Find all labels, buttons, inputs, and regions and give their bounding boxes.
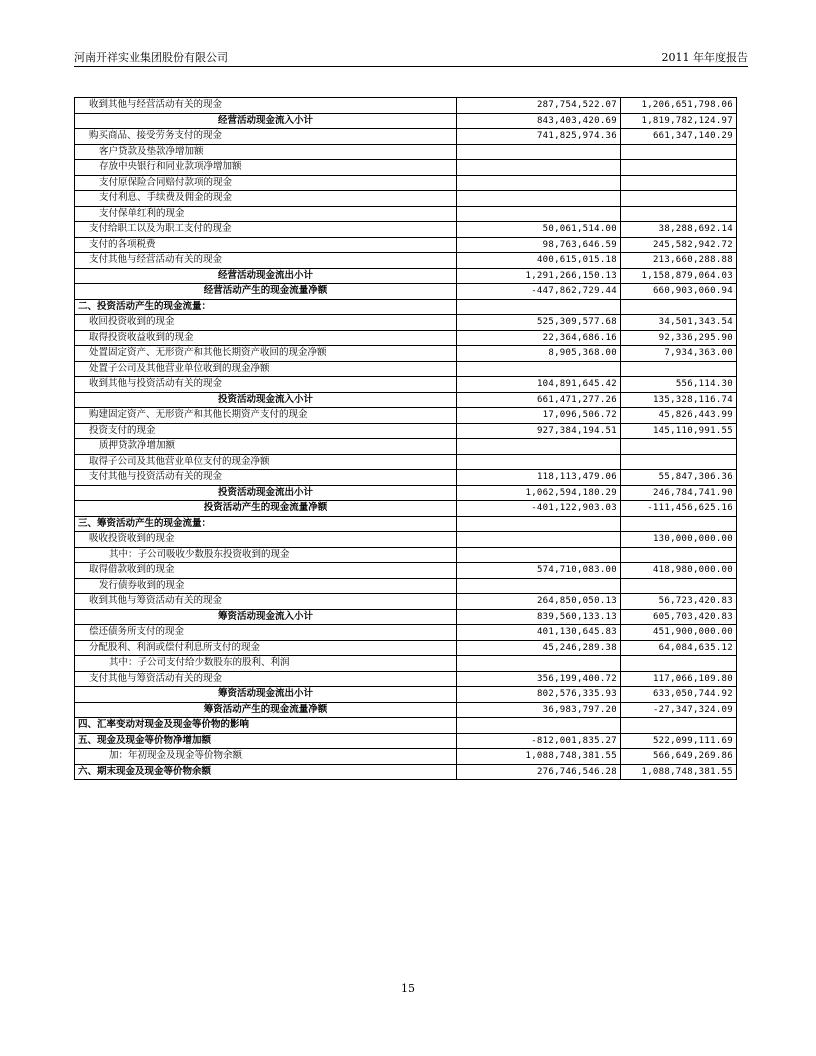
current-year-amount: [457, 547, 621, 563]
current-year-amount: [457, 206, 621, 222]
row-label: 质押贷款净增加额: [75, 439, 457, 455]
prior-year-amount: 660,903,060.94: [621, 284, 737, 300]
prior-year-amount: 135,328,116.74: [621, 392, 737, 408]
prior-year-amount: 1,088,748,381.55: [621, 764, 737, 780]
table-row: [75, 578, 737, 594]
prior-year-amount: [621, 206, 737, 222]
table-row: [75, 175, 737, 191]
table-row: [75, 423, 737, 439]
current-year-amount: [457, 299, 621, 315]
row-label: 吸收投资收到的现金: [75, 532, 457, 548]
current-year-amount: [457, 439, 621, 455]
row-label: 支付原保险合同赔付款项的现金: [75, 175, 457, 191]
current-year-amount: 574,710,083.00: [457, 563, 621, 579]
section-row: [75, 299, 737, 315]
prior-year-amount: 661,347,140.29: [621, 129, 737, 145]
current-year-amount: [457, 516, 621, 532]
row-label: 二、投资活动产生的现金流量：: [75, 299, 457, 315]
current-year-amount: 1,062,594,180.29: [457, 485, 621, 501]
prior-year-amount: -27,347,324.09: [621, 702, 737, 718]
prior-year-amount: [621, 718, 737, 734]
row-label: 投资活动现金流入小计: [75, 392, 457, 408]
prior-year-amount: [621, 175, 737, 191]
table-row: [75, 330, 737, 346]
row-label: 购建固定资产、无形资产和其他长期资产支付的现金: [75, 408, 457, 424]
current-year-amount: [457, 160, 621, 176]
current-year-amount: 50,061,514.00: [457, 222, 621, 238]
table-row: [75, 144, 737, 160]
table-row: [75, 315, 737, 331]
prior-year-amount: 633,050,744.92: [621, 687, 737, 703]
row-label: 支付利息、手续费及佣金的现金: [75, 191, 457, 207]
current-year-amount: 36,983,797.20: [457, 702, 621, 718]
prior-year-amount: 418,980,000.00: [621, 563, 737, 579]
prior-year-amount: 246,784,741.90: [621, 485, 737, 501]
prior-year-amount: 451,900,000.00: [621, 625, 737, 641]
current-year-amount: [457, 191, 621, 207]
prior-year-amount: [621, 547, 737, 563]
row-label: 发行债券收到的现金: [75, 578, 457, 594]
prior-year-amount: 1,819,782,124.97: [621, 113, 737, 129]
table-row: [75, 656, 737, 672]
prior-year-amount: 245,582,942.72: [621, 237, 737, 253]
current-year-amount: -401,122,903.03: [457, 501, 621, 517]
table-row: [75, 671, 737, 687]
subtotal-row: [75, 501, 737, 517]
table-row: [75, 237, 737, 253]
current-year-amount: [457, 718, 621, 734]
cash-flow-table: [74, 97, 737, 780]
row-label: 支付保单红利的现金: [75, 206, 457, 222]
prior-year-amount: 1,158,879,064.03: [621, 268, 737, 284]
row-label: 支付给职工以及为职工支付的现金: [75, 222, 457, 238]
company-name: 河南开祥实业集团股份有限公司: [74, 51, 228, 64]
prior-year-amount: [621, 516, 737, 532]
current-year-amount: 741,825,974.36: [457, 129, 621, 145]
current-year-amount: 927,384,194.51: [457, 423, 621, 439]
prior-year-amount: 45,826,443.99: [621, 408, 737, 424]
report-title: 2011 年年度报告: [661, 51, 748, 64]
table-row: [75, 532, 737, 548]
prior-year-amount: 605,703,420.83: [621, 609, 737, 625]
row-label: 取得投资收益收到的现金: [75, 330, 457, 346]
current-year-amount: 400,615,015.18: [457, 253, 621, 269]
current-year-amount: 8,905,368.00: [457, 346, 621, 362]
row-label: 收到其他与筹资活动有关的现金: [75, 594, 457, 610]
row-label: 筹资活动产生的现金流量净额: [75, 702, 457, 718]
row-label: 偿还债务所支付的现金: [75, 625, 457, 641]
table-row: [75, 206, 737, 222]
prior-year-amount: 34,501,343.54: [621, 315, 737, 331]
row-label: 投资活动现金流出小计: [75, 485, 457, 501]
current-year-amount: [457, 144, 621, 160]
prior-year-amount: 213,660,288.88: [621, 253, 737, 269]
section-row: [75, 516, 737, 532]
row-label: 购买商品、接受劳务支付的现金: [75, 129, 457, 145]
table-row: [75, 160, 737, 176]
prior-year-amount: [621, 144, 737, 160]
prior-year-amount: [621, 361, 737, 377]
current-year-amount: [457, 175, 621, 191]
current-year-amount: 839,560,133.13: [457, 609, 621, 625]
row-label: 取得借款收到的现金: [75, 563, 457, 579]
current-year-amount: 118,113,479.06: [457, 470, 621, 486]
page-header: [74, 50, 748, 66]
table-row: [75, 408, 737, 424]
subtotal-row: [75, 687, 737, 703]
prior-year-amount: 130,000,000.00: [621, 532, 737, 548]
subtotal-row: [75, 485, 737, 501]
prior-year-amount: 92,336,295.90: [621, 330, 737, 346]
prior-year-amount: 556,114.30: [621, 377, 737, 393]
prior-year-amount: 7,934,363.00: [621, 346, 737, 362]
table-row: [75, 129, 737, 145]
row-label: 经营活动现金流出小计: [75, 268, 457, 284]
current-year-amount: [457, 578, 621, 594]
row-label: 收回投资收到的现金: [75, 315, 457, 331]
row-label: 分配股利、利润或偿付利息所支付的现金: [75, 640, 457, 656]
table-row: [75, 749, 737, 765]
row-label: 加：年初现金及现金等价物余额: [75, 749, 457, 765]
table-row: [75, 563, 737, 579]
table-row: [75, 547, 737, 563]
prior-year-amount: [621, 299, 737, 315]
current-year-amount: 843,403,420.69: [457, 113, 621, 129]
current-year-amount: 287,754,522.07: [457, 98, 621, 114]
subtotal-row: [75, 284, 737, 300]
table-row: [75, 439, 737, 455]
current-year-amount: 45,246,289.38: [457, 640, 621, 656]
row-label: 支付其他与投资活动有关的现金: [75, 470, 457, 486]
subtotal-row: [75, 702, 737, 718]
table-row: [75, 377, 737, 393]
prior-year-amount: -111,456,625.16: [621, 501, 737, 517]
prior-year-amount: 38,288,692.14: [621, 222, 737, 238]
row-label: 筹资活动现金流入小计: [75, 609, 457, 625]
subtotal-row: [75, 268, 737, 284]
row-label: 三、筹资活动产生的现金流量：: [75, 516, 457, 532]
current-year-amount: 1,088,748,381.55: [457, 749, 621, 765]
table-row: [75, 222, 737, 238]
prior-year-amount: 145,110,991.55: [621, 423, 737, 439]
current-year-amount: 276,746,546.28: [457, 764, 621, 780]
row-label: 四、汇率变动对现金及现金等价物的影响: [75, 718, 457, 734]
current-year-amount: 17,096,506.72: [457, 408, 621, 424]
current-year-amount: [457, 656, 621, 672]
prior-year-amount: [621, 439, 737, 455]
table-row: [75, 191, 737, 207]
prior-year-amount: [621, 656, 737, 672]
current-year-amount: 1,291,266,150.13: [457, 268, 621, 284]
current-year-amount: 356,199,400.72: [457, 671, 621, 687]
row-label: 投资支付的现金: [75, 423, 457, 439]
row-label: 经营活动产生的现金流量净额: [75, 284, 457, 300]
row-label: 筹资活动现金流出小计: [75, 687, 457, 703]
section-row: [75, 764, 737, 780]
current-year-amount: -812,001,835.27: [457, 733, 621, 749]
current-year-amount: 525,309,577.68: [457, 315, 621, 331]
row-label: 六、期末现金及现金等价物余额: [75, 764, 457, 780]
table-row: [75, 346, 737, 362]
section-row: [75, 733, 737, 749]
row-label: 支付的各项税费: [75, 237, 457, 253]
table-row: [75, 253, 737, 269]
page-number: 15: [401, 982, 415, 995]
row-label: 处置子公司及其他营业单位收到的现金净额: [75, 361, 457, 377]
row-label: 经营活动现金流入小计: [75, 113, 457, 129]
current-year-amount: 661,471,277.26: [457, 392, 621, 408]
row-label: 支付其他与经营活动有关的现金: [75, 253, 457, 269]
prior-year-amount: 522,099,111.69: [621, 733, 737, 749]
table-row: [75, 98, 737, 114]
row-label: 投资活动产生的现金流量净额: [75, 501, 457, 517]
current-year-amount: 802,576,335.93: [457, 687, 621, 703]
table-row: [75, 470, 737, 486]
prior-year-amount: 566,649,269.86: [621, 749, 737, 765]
current-year-amount: [457, 532, 621, 548]
row-label: 收到其他与经营活动有关的现金: [75, 98, 457, 114]
current-year-amount: -447,862,729.44: [457, 284, 621, 300]
prior-year-amount: [621, 160, 737, 176]
current-year-amount: [457, 454, 621, 470]
subtotal-row: [75, 113, 737, 129]
section-row: [75, 718, 737, 734]
current-year-amount: 98,763,646.59: [457, 237, 621, 253]
table-row: [75, 454, 737, 470]
current-year-amount: 401,130,645.83: [457, 625, 621, 641]
table-row: [75, 640, 737, 656]
row-label: 存放中央银行和同业款项净增加额: [75, 160, 457, 176]
prior-year-amount: 56,723,420.83: [621, 594, 737, 610]
row-label: 收到其他与投资活动有关的现金: [75, 377, 457, 393]
row-label: 五、现金及现金等价物净增加额: [75, 733, 457, 749]
current-year-amount: [457, 361, 621, 377]
row-label: 支付其他与筹资活动有关的现金: [75, 671, 457, 687]
prior-year-amount: 64,084,635.12: [621, 640, 737, 656]
prior-year-amount: [621, 191, 737, 207]
subtotal-row: [75, 609, 737, 625]
prior-year-amount: [621, 454, 737, 470]
subtotal-row: [75, 392, 737, 408]
header-divider: [74, 66, 748, 67]
prior-year-amount: 117,066,109.80: [621, 671, 737, 687]
row-label: 其中：子公司吸收少数股东投资收到的现金: [75, 547, 457, 563]
current-year-amount: 22,364,686.16: [457, 330, 621, 346]
table-row: [75, 625, 737, 641]
cash-flow-table-body: [75, 98, 737, 780]
current-year-amount: 104,891,645.42: [457, 377, 621, 393]
table-row: [75, 594, 737, 610]
current-year-amount: 264,850,050.13: [457, 594, 621, 610]
row-label: 处置固定资产、无形资产和其他长期资产收回的现金净额: [75, 346, 457, 362]
row-label: 客户贷款及垫款净增加额: [75, 144, 457, 160]
row-label: 其中：子公司支付给少数股东的股利、利润: [75, 656, 457, 672]
row-label: 取得子公司及其他营业单位支付的现金净额: [75, 454, 457, 470]
table-row: [75, 361, 737, 377]
prior-year-amount: 1,206,651,798.06: [621, 98, 737, 114]
prior-year-amount: 55,847,306.36: [621, 470, 737, 486]
prior-year-amount: [621, 578, 737, 594]
